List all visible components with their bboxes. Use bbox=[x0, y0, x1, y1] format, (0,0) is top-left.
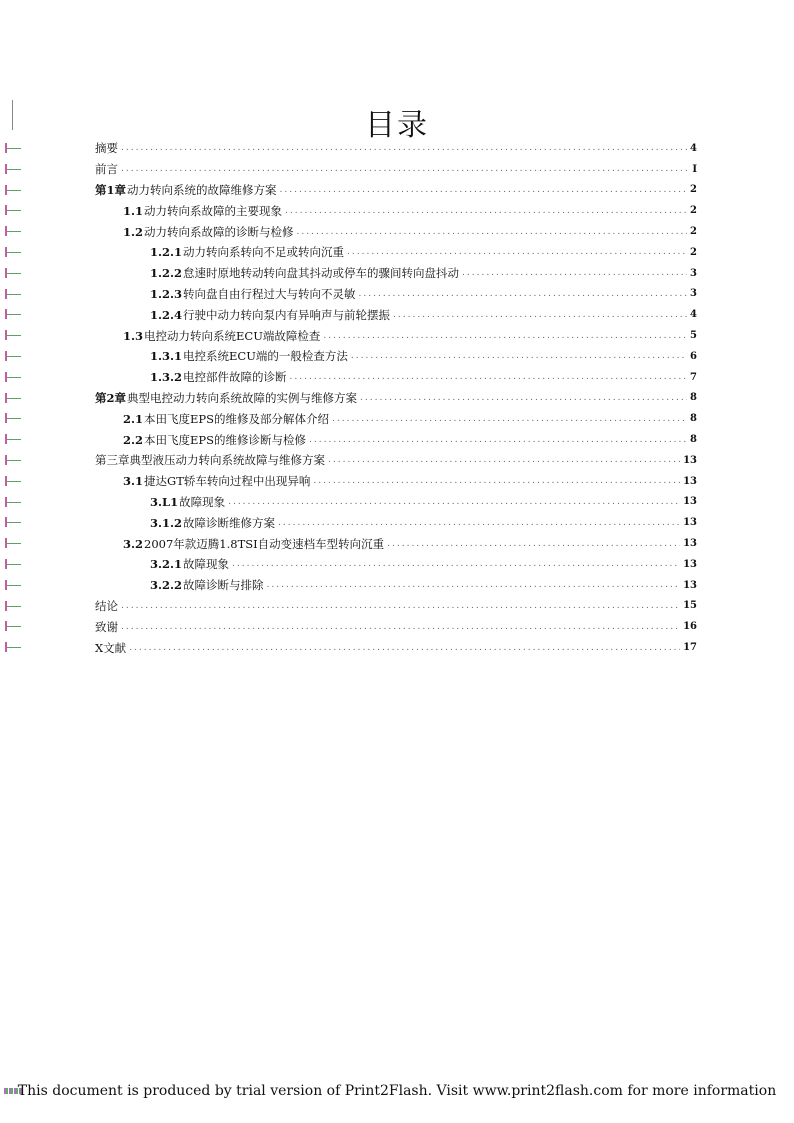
toc-entry[interactable] bbox=[95, 180, 697, 201]
dot-leader bbox=[328, 454, 680, 466]
toc-entry[interactable] bbox=[95, 596, 697, 617]
toc-entry[interactable] bbox=[95, 533, 697, 554]
toc-entry-number: 3.2.1 bbox=[150, 557, 183, 572]
toc-entry-label bbox=[150, 577, 264, 593]
toc-entry-label bbox=[150, 369, 287, 385]
toc-entry-number: 1.2 bbox=[123, 224, 144, 239]
margin-mark bbox=[2, 476, 20, 486]
margin-mark bbox=[2, 205, 20, 215]
margin-mark bbox=[2, 413, 20, 423]
dot-leader bbox=[121, 163, 689, 175]
toc-entry-text: 动力转向系故障的主要现象 bbox=[144, 203, 283, 218]
toc-entry-page: 4 bbox=[690, 142, 697, 154]
toc-entry-page: 5 bbox=[690, 330, 697, 342]
dot-leader bbox=[290, 371, 688, 383]
toc-entry-label bbox=[150, 265, 459, 281]
toc-entry-page: 8 bbox=[690, 434, 697, 446]
toc-entry-page: 2 bbox=[690, 226, 697, 238]
toc-entry[interactable] bbox=[95, 242, 697, 263]
toc-entry-page: 16 bbox=[683, 621, 697, 633]
toc-entry-number: 3.L1 bbox=[150, 494, 179, 509]
margin-mark bbox=[2, 601, 20, 611]
toc-entry-page: 15 bbox=[683, 600, 697, 612]
toc-entry-text: 2007年款迈腾1.8TSI自动变速档车型转向沉重 bbox=[144, 536, 385, 551]
toc-entry-label bbox=[95, 452, 325, 468]
dot-leader bbox=[313, 475, 680, 487]
toc-entry-text: 故障诊断维修方案 bbox=[183, 515, 276, 530]
toc-entry-page: 3 bbox=[690, 288, 697, 300]
toc-entry-text: 动力转向系统的故障维修方案 bbox=[127, 182, 277, 197]
toc-entry-number: 1.3.2 bbox=[150, 370, 183, 385]
toc-entry-page: 8 bbox=[690, 413, 697, 425]
margin-mark bbox=[2, 351, 20, 361]
toc-entry-text: 行驶中动力转向泵内有异响声与前轮摆振 bbox=[183, 307, 391, 322]
toc-entry-page: 3 bbox=[690, 267, 697, 279]
dot-leader bbox=[359, 288, 688, 300]
toc-entry-text: 致谢 bbox=[95, 619, 118, 634]
dot-leader bbox=[309, 434, 687, 446]
toc-entry-text: 摘要 bbox=[95, 141, 118, 156]
toc-entry-text: 电控动力转向系统ECU端故障检查 bbox=[144, 328, 321, 343]
toc-entry-page: 4 bbox=[690, 309, 697, 321]
margin-mark bbox=[2, 497, 20, 507]
toc-entry[interactable] bbox=[95, 388, 697, 409]
toc-entry-page: 8 bbox=[690, 392, 697, 404]
toc-entry-number: 第1章 bbox=[95, 182, 127, 197]
toc-entry-page: I bbox=[692, 163, 697, 175]
dot-leader bbox=[280, 184, 688, 196]
toc-entry-label bbox=[150, 244, 344, 260]
margin-mark bbox=[2, 185, 20, 195]
toc-entry-text: 结论 bbox=[95, 598, 118, 613]
dot-leader bbox=[285, 205, 687, 217]
dot-leader bbox=[129, 642, 680, 654]
toc-entry-text: 捷达GT轿车转向过程中出现异响 bbox=[144, 474, 311, 489]
toc-entry[interactable] bbox=[95, 221, 697, 242]
table-of-contents bbox=[95, 138, 697, 658]
toc-entry[interactable] bbox=[95, 367, 697, 388]
toc-entry[interactable] bbox=[95, 616, 697, 637]
dot-leader bbox=[387, 538, 680, 550]
margin-mark bbox=[2, 289, 20, 299]
toc-entry-label bbox=[123, 411, 329, 427]
margin-mark bbox=[2, 268, 20, 278]
margin-mark bbox=[2, 143, 20, 153]
toc-entry-text: 典型电控动力转向系统故障的实例与维修方案 bbox=[127, 390, 358, 405]
dot-leader bbox=[232, 558, 680, 570]
toc-entry-number: 2.2 bbox=[123, 432, 144, 447]
margin-mark bbox=[2, 226, 20, 236]
toc-entry-text: 电控部件故障的诊断 bbox=[183, 370, 287, 385]
toc-entry-text: 转向盘自由行程过大与转向不灵敏 bbox=[183, 286, 356, 301]
toc-entry-label bbox=[95, 182, 277, 198]
toc-entry-number: 3.1.2 bbox=[150, 515, 183, 530]
toc-entry-number: 1.2.3 bbox=[150, 286, 183, 301]
dot-leader bbox=[267, 579, 681, 591]
margin-mark bbox=[2, 247, 20, 257]
toc-entry[interactable] bbox=[95, 408, 697, 429]
toc-entry-page: 2 bbox=[690, 205, 697, 217]
toc-entry-page: 13 bbox=[683, 454, 697, 466]
toc-entry-label bbox=[150, 286, 356, 302]
dot-leader bbox=[228, 496, 680, 508]
toc-entry-label bbox=[95, 598, 118, 614]
margin-mark bbox=[2, 372, 20, 382]
toc-entry[interactable] bbox=[95, 575, 697, 596]
toc-entry[interactable] bbox=[95, 429, 697, 450]
margin-mark bbox=[2, 580, 20, 590]
dot-leader bbox=[393, 309, 687, 321]
toc-entry-text: 动力转向系转向不足或转向沉重 bbox=[183, 245, 345, 260]
toc-entry-page: 17 bbox=[683, 642, 697, 654]
margin-mark bbox=[2, 393, 20, 403]
dot-leader bbox=[297, 226, 688, 238]
toc-entry[interactable] bbox=[95, 554, 697, 575]
toc-entry-number: 1.3 bbox=[123, 328, 144, 343]
dot-leader bbox=[360, 392, 687, 404]
toc-entry[interactable] bbox=[95, 200, 697, 221]
toc-entry[interactable] bbox=[95, 637, 697, 658]
toc-entry-number: 3.1 bbox=[123, 474, 144, 489]
toc-entry-page: 2 bbox=[690, 184, 697, 196]
toc-entry-text: 本田飞度EPS的维修诊断与检修 bbox=[144, 432, 307, 447]
toc-entry-number: 1.2.2 bbox=[150, 266, 183, 281]
dot-leader bbox=[323, 330, 687, 342]
margin-mark bbox=[2, 517, 20, 527]
toc-entry-page: 6 bbox=[690, 350, 697, 362]
toc-entry-text: 故障诊断与排除 bbox=[183, 578, 264, 593]
toc-entry-text: 故障现象 bbox=[183, 557, 230, 572]
toc-entry-page: 13 bbox=[683, 538, 697, 550]
toc-entry-label bbox=[95, 161, 118, 177]
toc-entry[interactable] bbox=[95, 325, 697, 346]
toc-entry-label bbox=[95, 619, 118, 635]
toc-entry-page: 13 bbox=[683, 475, 697, 487]
toc-entry[interactable] bbox=[95, 304, 697, 325]
toc-entry-label bbox=[95, 390, 357, 406]
margin-mark bbox=[2, 621, 20, 631]
margin-mark bbox=[2, 559, 20, 569]
page-title: 目录 bbox=[365, 108, 429, 143]
toc-entry[interactable] bbox=[95, 492, 697, 513]
toc-entry-label bbox=[150, 515, 275, 531]
toc-entry-number: 1.2.1 bbox=[150, 245, 183, 260]
toc-entry[interactable] bbox=[95, 138, 697, 159]
toc-entry-text: X文献 bbox=[95, 640, 127, 655]
toc-entry-label bbox=[95, 140, 118, 156]
toc-entry-number: 1.3.1 bbox=[150, 349, 183, 364]
toc-entry-label bbox=[123, 328, 320, 344]
margin-mark bbox=[2, 309, 20, 319]
toc-entry-number: 2.1 bbox=[123, 411, 144, 426]
margin-mark bbox=[2, 330, 20, 340]
toc-entry-text: 第三章典型液压动力转向系统故障与维修方案 bbox=[95, 453, 325, 468]
toc-entry-label bbox=[123, 224, 294, 240]
toc-entry-number: 1.2.4 bbox=[150, 307, 183, 322]
toc-entry-text: 动力转向系故障的诊断与检修 bbox=[144, 224, 294, 239]
toc-entry[interactable] bbox=[95, 512, 697, 533]
toc-entry-text: 故障现象 bbox=[179, 494, 226, 509]
toc-entry-label bbox=[95, 640, 126, 656]
toc-entry-number: 3.2.2 bbox=[150, 578, 183, 593]
toc-entry-label bbox=[150, 307, 390, 323]
toc-entry[interactable] bbox=[95, 471, 697, 492]
toc-entry[interactable] bbox=[95, 346, 697, 367]
toc-entry-page: 13 bbox=[683, 517, 697, 529]
toc-entry-label bbox=[123, 536, 384, 552]
toc-entry-label bbox=[150, 348, 348, 364]
toc-entry-label bbox=[150, 556, 229, 572]
toc-entry-page: 13 bbox=[683, 558, 697, 570]
margin-mark bbox=[2, 434, 20, 444]
toc-entry-label bbox=[123, 203, 282, 219]
dot-leader bbox=[121, 600, 680, 612]
toc-entry[interactable] bbox=[95, 284, 697, 305]
margin-mark bbox=[2, 538, 20, 548]
dot-leader bbox=[121, 621, 680, 633]
margin-tick bbox=[12, 100, 13, 130]
toc-entry-number: 第2章 bbox=[95, 390, 127, 405]
toc-entry-page: 2 bbox=[690, 246, 697, 258]
dot-leader bbox=[278, 517, 680, 529]
trial-footer: This document is produced by trial version of Print2Flash. Visit www.print2flash.com for more information bbox=[17, 1083, 777, 1099]
margin-mark bbox=[2, 642, 20, 652]
dot-leader bbox=[332, 413, 687, 425]
toc-entry-number: 3.2 bbox=[123, 536, 144, 551]
margin-mark bbox=[2, 164, 20, 174]
toc-entry-page: 7 bbox=[690, 371, 697, 383]
dot-leader bbox=[121, 142, 687, 154]
toc-entry-label bbox=[150, 494, 225, 510]
toc-entry-text: 本田飞度EPS的维修及部分解体介绍 bbox=[144, 411, 330, 426]
toc-entry-text: 前言 bbox=[95, 162, 118, 177]
toc-entry-number: 1.1 bbox=[123, 203, 144, 218]
margin-mark bbox=[2, 455, 20, 465]
dot-leader bbox=[351, 350, 687, 362]
toc-entry[interactable] bbox=[95, 263, 697, 284]
dot-leader bbox=[462, 267, 687, 279]
toc-entry-label bbox=[123, 432, 306, 448]
toc-entry-label bbox=[123, 473, 310, 489]
toc-entry[interactable] bbox=[95, 159, 697, 180]
toc-entry-page: 13 bbox=[683, 579, 697, 591]
toc-entry[interactable] bbox=[95, 450, 697, 471]
toc-entry-page: 13 bbox=[683, 496, 697, 508]
toc-entry-text: 电控系统ECU端的一般检查方法 bbox=[183, 349, 348, 364]
dot-leader bbox=[347, 246, 687, 258]
toc-entry-text: 怠速时原地转动转向盘其抖动或停车的骤间转向盘抖动 bbox=[183, 266, 460, 281]
